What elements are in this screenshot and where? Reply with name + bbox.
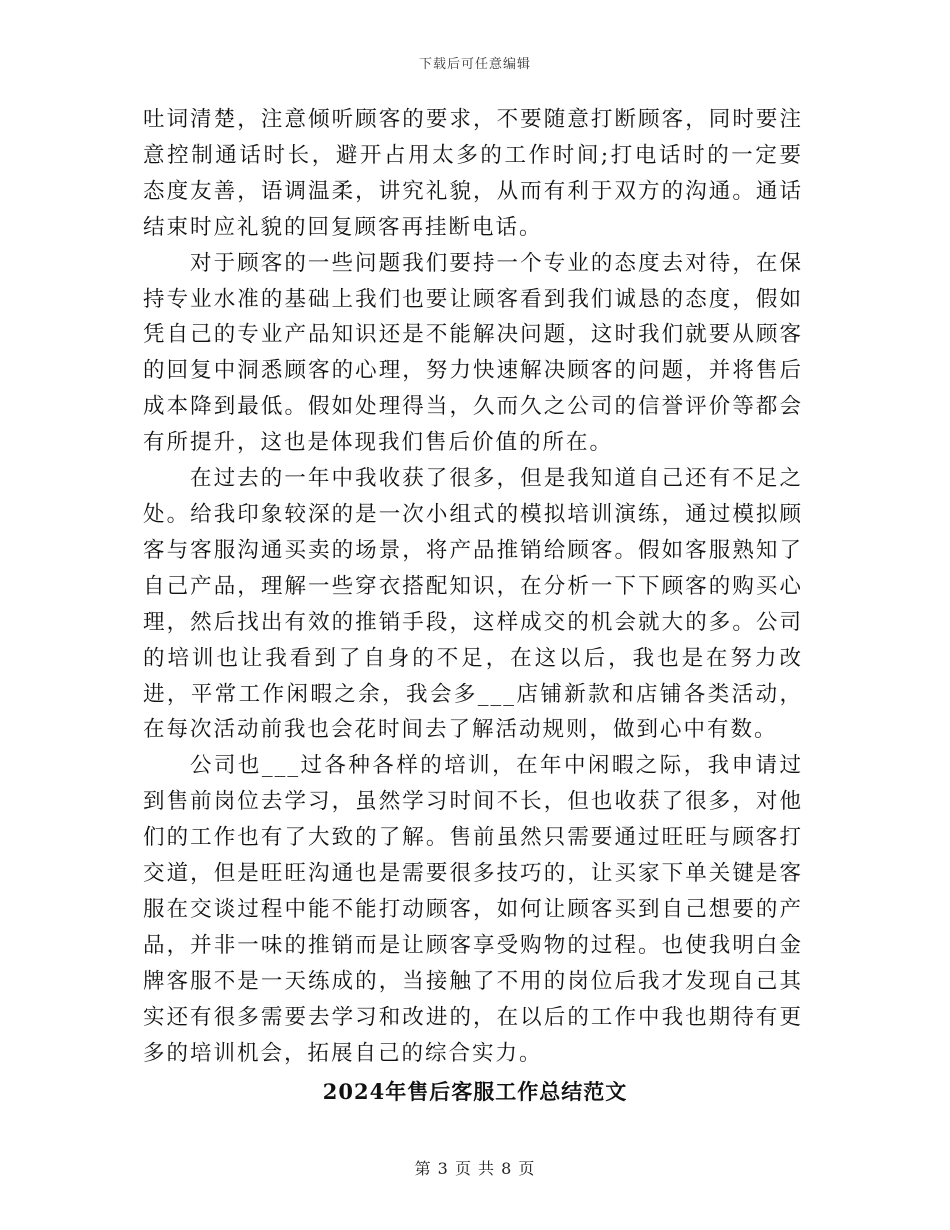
paragraph-customer-issues: 对于顾客的一些问题我们要持一个专业的态度去对待，在保持专业水准的基础上我们也要让顾客看到我们诚恳的态度，假如凭自己的专业产品知识还是不能解决问题，这时我们就要从顾客的回复中洞悉顾客的心理，努力快速解决顾客的问题，并将售后成本降到最低。假如处理得当，久而久之公司的信誉评价等都会有所提升，这也是体现我们售后价值的所在。 (143, 250, 803, 456)
page-footer: 第 3 页 共 8 页 (414, 1159, 536, 1178)
paragraph-continued: 吐词清楚，注意倾听顾客的要求，不要随意打断顾客，同时要注意控制通话时长，避开占用太多的工作时间;打电话时的一定要态度友善，语调温柔，讲究礼貌，从而有利于双方的沟通。通话结束时应礼貌的回复顾客再挂断电话。 (143, 107, 803, 240)
section-title: 2024年售后客服工作总结范文 (322, 1079, 628, 1104)
document-body (143, 102, 803, 1071)
page-header: 下载后可任意编辑 (418, 57, 531, 72)
paragraph-past-year: 在过去的一年中我收获了很多，但是我知道自己还有不足之处。给我印象较深的是一次小组式的模拟培训演练，通过模拟顾客与客服沟通买卖的场景，将产品推销给顾客。假如客服熟知了自己产品，理解一些穿衣搭配知识，在分析一下下顾客的购买心理，然后找出有效的推销手段，这样成交的机会就大的多。公司的培训也让我看到了自身的不足，在这以后，我也是在努力改进，平常工作闲暇之余，我会多___店铺新款和店铺各类活动，在每次活动前我也会花时间去了解活动规则，做到心中有数。 (143, 466, 803, 743)
paragraph-training: 公司也___过各种各样的培训，在年中闲暇之际，我申请过到售前岗位去学习，虽然学习时间不长，但也收获了很多，对他们的工作也有了大致的了解。售前虽然只需要通过旺旺与顾客打交道，但是旺旺沟通也是需要很多技巧的，让买家下单关键是客服在交谈过程中能不能打动顾客，如何让顾客买到自己想要的产品，并非一味的推销而是让顾客享受购物的过程。也使我明白金牌客服不是一天练成的，当接触了不用的岗位后我才发现自己其实还有很多需要去学习和改进的，在以后的工作中我也期待有更多的培训机会，拓展自己的综合实力。 (143, 753, 803, 1066)
